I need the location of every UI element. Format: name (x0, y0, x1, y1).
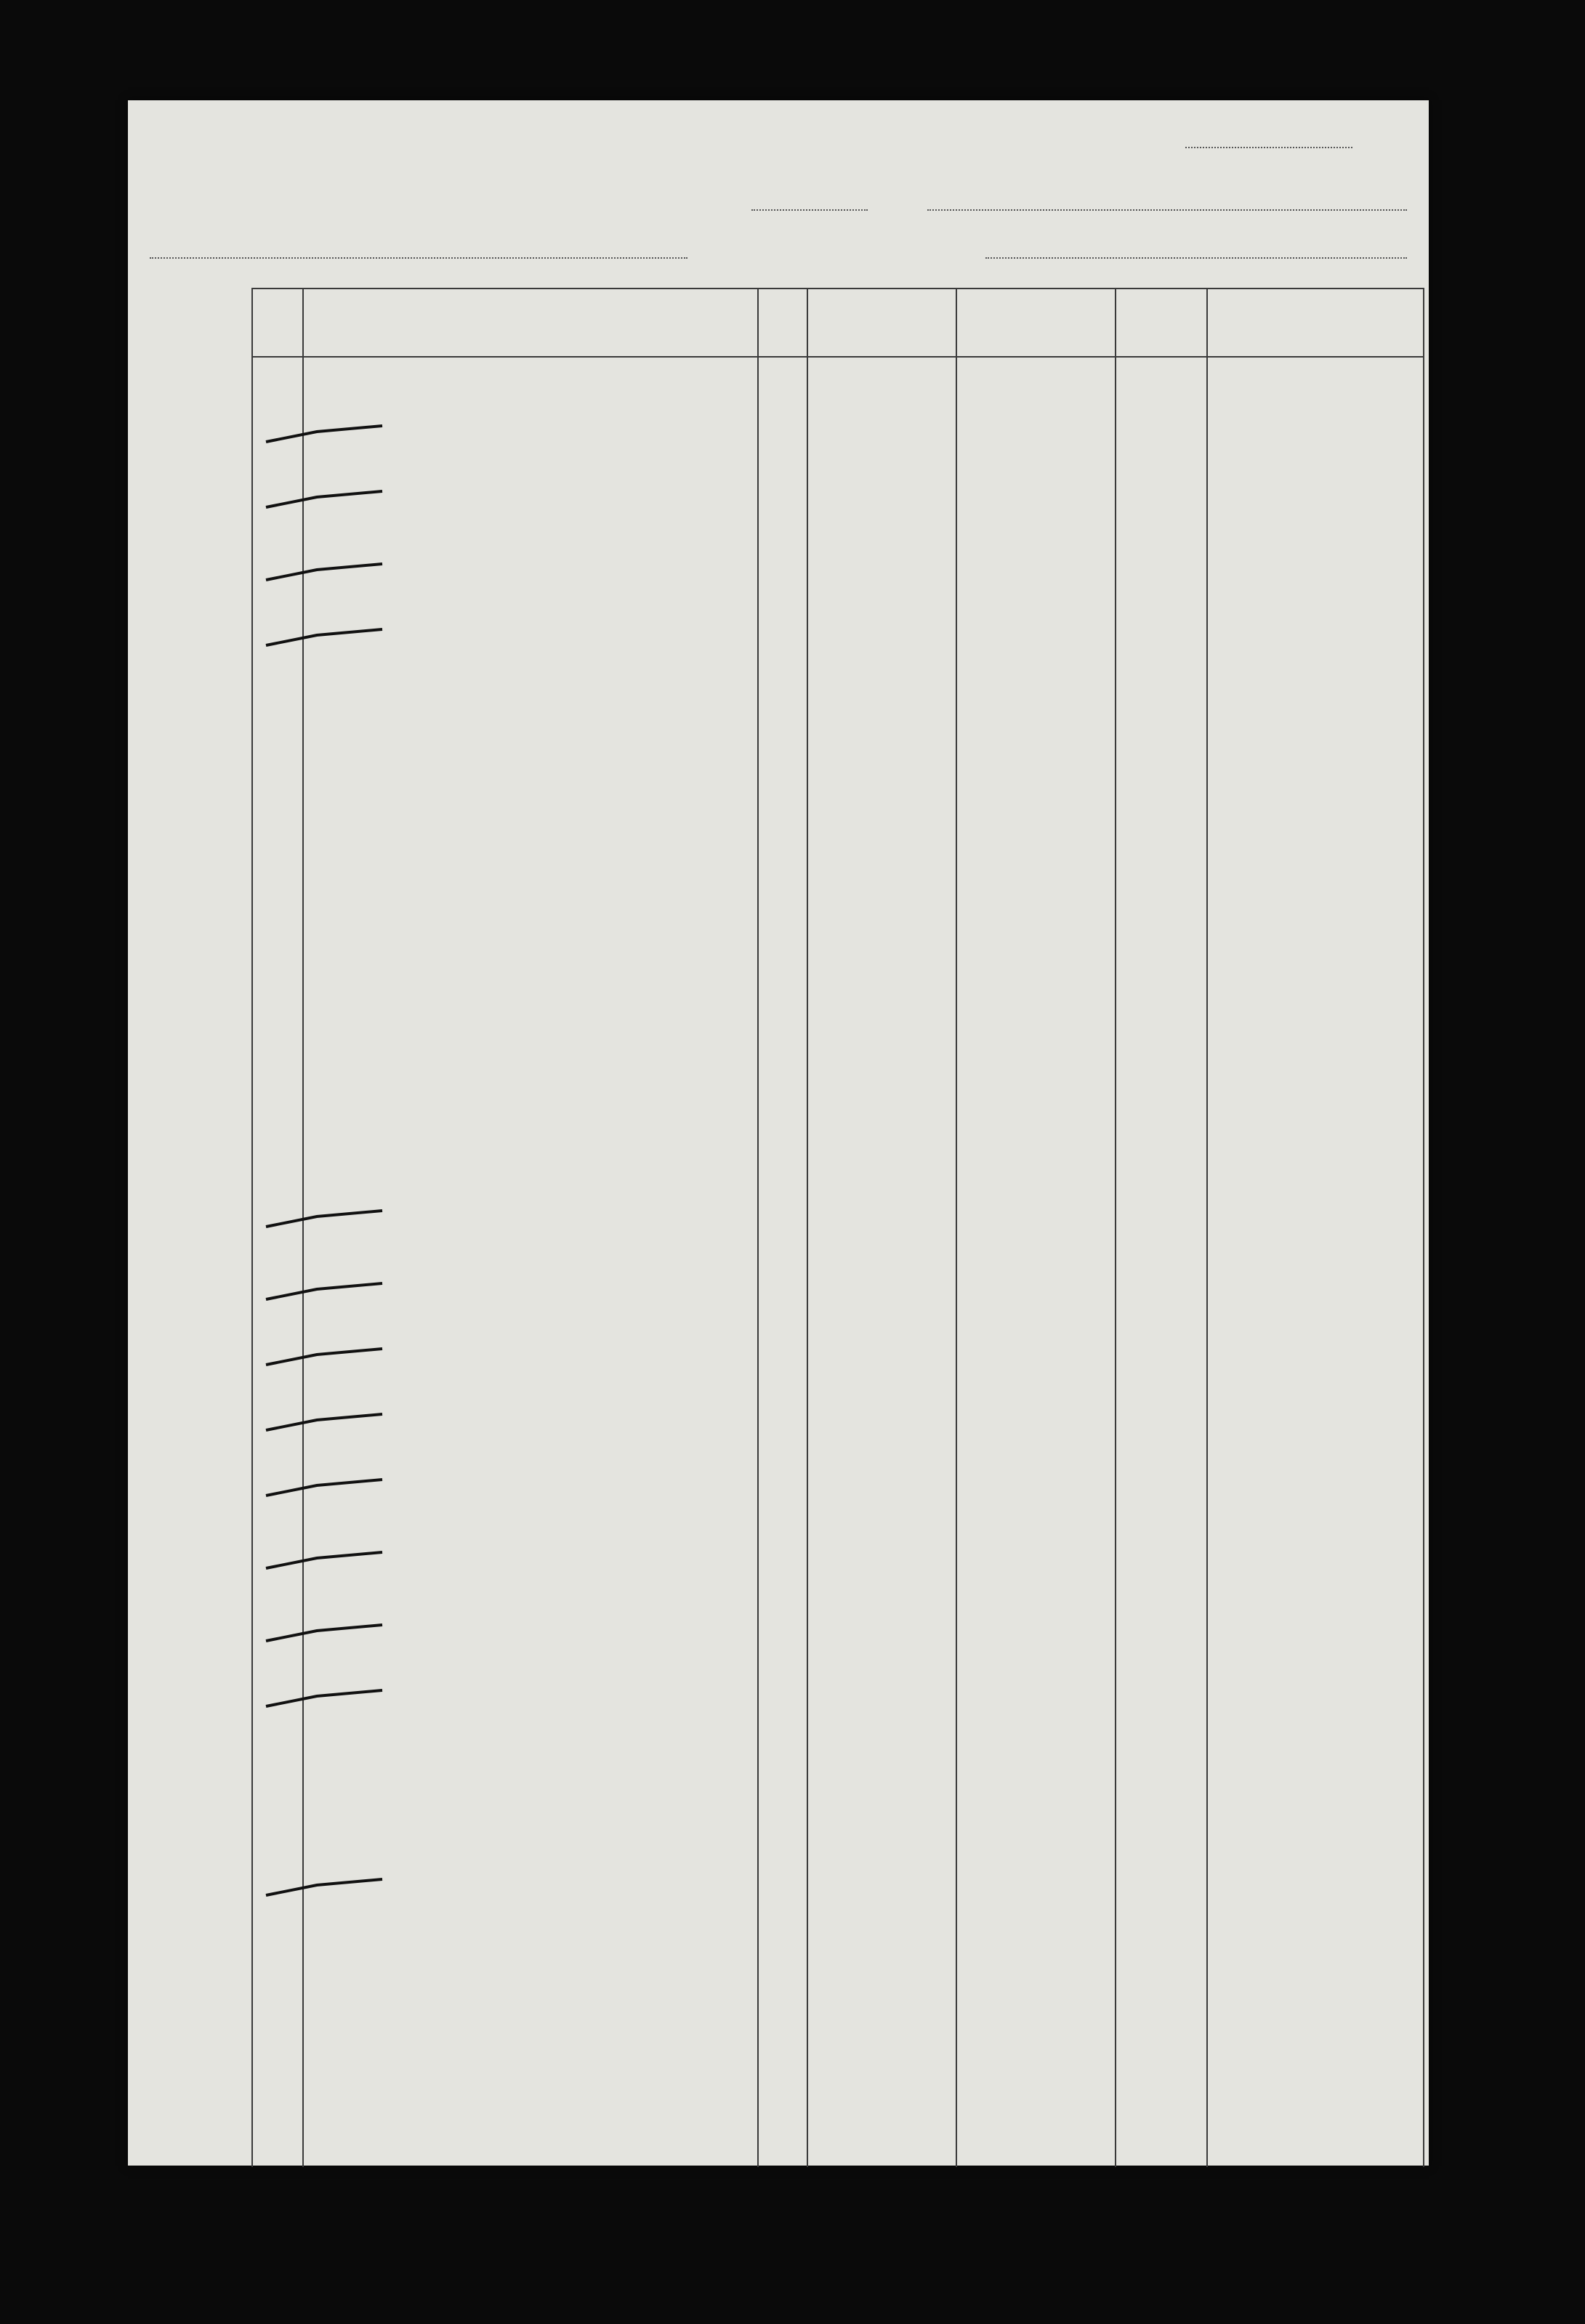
check-mark (266, 1480, 382, 1496)
check-mark (266, 1414, 382, 1430)
check-mark (266, 1552, 382, 1568)
check-mark (266, 426, 382, 442)
check-mark (266, 1211, 382, 1227)
check-mark (266, 629, 382, 645)
check-mark (266, 564, 382, 580)
check-mark (266, 491, 382, 507)
table-header-rule (251, 356, 1423, 358)
check-marks (259, 362, 477, 2324)
check-mark (266, 1690, 382, 1706)
table-top-rule (251, 288, 1423, 289)
manifest-page (128, 100, 1429, 2166)
check-mark (266, 1283, 382, 1299)
check-mark (266, 1349, 382, 1365)
check-mark (266, 1625, 382, 1641)
check-mark (266, 1879, 382, 1895)
